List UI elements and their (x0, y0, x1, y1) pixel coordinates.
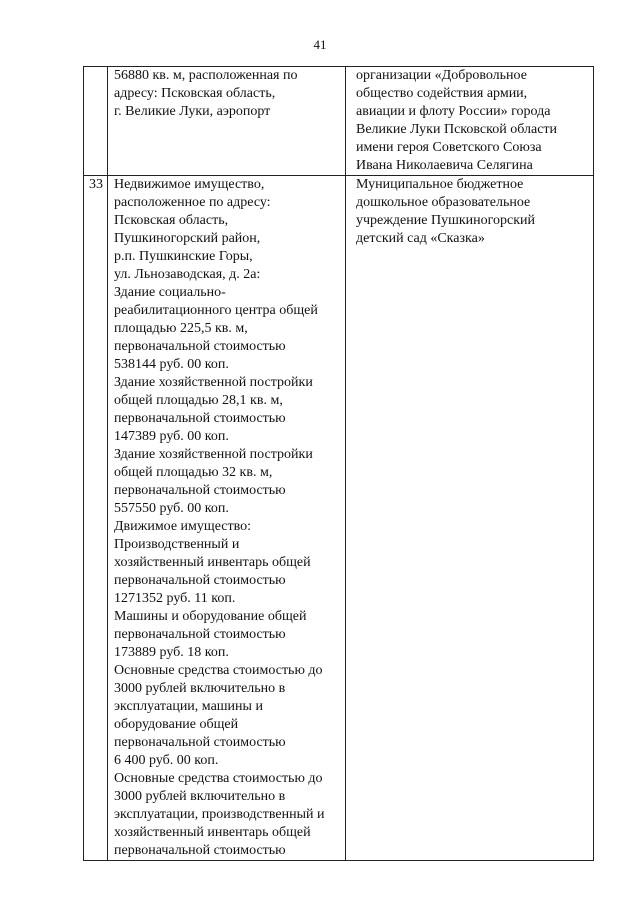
description-line: 3000 рублей включительно в (114, 789, 286, 804)
recipient-organization-cell (346, 67, 594, 176)
organization-line: Муниципальное бюджетное (356, 177, 524, 192)
description-line: расположенное по адресу: (114, 195, 271, 210)
description-line: г. Великие Луки, аэропорт (114, 104, 271, 119)
description-line: хозяйственный инвентарь общей (114, 825, 311, 840)
description-line: первоначальной стоимостью (114, 735, 286, 750)
description-line: ул. Льнозаводская, д. 2а: (114, 267, 261, 282)
description-line: первоначальной стоимостью (114, 573, 286, 588)
description-line: эксплуатации, производственный и (114, 807, 325, 822)
property-description-cell (108, 176, 346, 861)
description-line: оборудование общей (114, 717, 239, 732)
description-line: площадью 225,5 кв. м, (114, 321, 248, 336)
organization-line: общество содействия армии, (356, 86, 528, 101)
organization-line: Великие Луки Псковской области (356, 122, 558, 137)
description-line: общей площадью 32 кв. м, (114, 465, 273, 480)
organization-line: организации «Добровольное (356, 68, 527, 83)
description-line: Здание хозяйственной постройки (114, 447, 313, 462)
description-line: Здание хозяйственной постройки (114, 375, 313, 390)
description-line: р.п. Пушкинские Горы, (114, 249, 253, 264)
description-line: 557550 руб. 00 коп. (114, 501, 229, 516)
description-line: Движимое имущество: (114, 519, 251, 534)
organization-line: дошкольное образовательное (356, 195, 531, 210)
description-line: 56880 кв. м, расположенная по (114, 68, 298, 83)
row-number: 33 (89, 177, 103, 192)
table-row (84, 67, 594, 176)
row-number-cell (84, 67, 108, 176)
description-line: 6 400 руб. 00 коп. (114, 753, 219, 768)
row-number-cell (84, 176, 108, 861)
description-line: 1271352 руб. 11 коп. (114, 591, 236, 606)
description-line: первоначальной стоимостью (114, 483, 286, 498)
organization-line: детский сад «Сказка» (356, 231, 485, 246)
description-line: Здание социально- (114, 285, 226, 300)
description-line: общей площадью 28,1 кв. м, (114, 393, 283, 408)
property-transfer-table (83, 66, 594, 861)
description-line: 538144 руб. 00 коп. (114, 357, 229, 372)
description-line: хозяйственный инвентарь общей (114, 555, 311, 570)
description-line: 173889 руб. 18 коп. (114, 645, 229, 660)
description-line: 147389 руб. 00 коп. (114, 429, 229, 444)
description-line: первоначальной стоимостью (114, 411, 286, 426)
description-line: Недвижимое имущество, (114, 177, 265, 192)
description-line: эксплуатации, машины и (114, 699, 263, 714)
description-line: Машины и оборудование общей (114, 609, 307, 624)
description-line: первоначальной стоимостью (114, 843, 286, 858)
organization-line: авиации и флоту России» города (356, 104, 551, 119)
description-line: Псковская область, (114, 213, 229, 228)
organization-line: учреждение Пушкиногорский (356, 213, 536, 228)
description-line: Основные средства стоимостью до (114, 663, 323, 678)
page-number: 41 (313, 37, 327, 52)
table-row (84, 176, 594, 861)
property-description-cell (108, 67, 346, 176)
description-line: Пушкиногорский район, (114, 231, 261, 246)
description-line: 3000 рублей включительно в (114, 681, 286, 696)
description-line: адресу: Псковская область, (114, 86, 276, 101)
description-line: Производственный и (114, 537, 240, 552)
recipient-organization-cell (346, 176, 594, 861)
description-line: первоначальной стоимостью (114, 627, 286, 642)
description-line: реабилитационного центра общей (114, 303, 318, 318)
organization-line: имени героя Советского Союза (356, 140, 542, 155)
organization-line: Ивана Николаевича Селягина (356, 158, 533, 173)
description-line: Основные средства стоимостью до (114, 771, 323, 786)
description-line: первоначальной стоимостью (114, 339, 286, 354)
